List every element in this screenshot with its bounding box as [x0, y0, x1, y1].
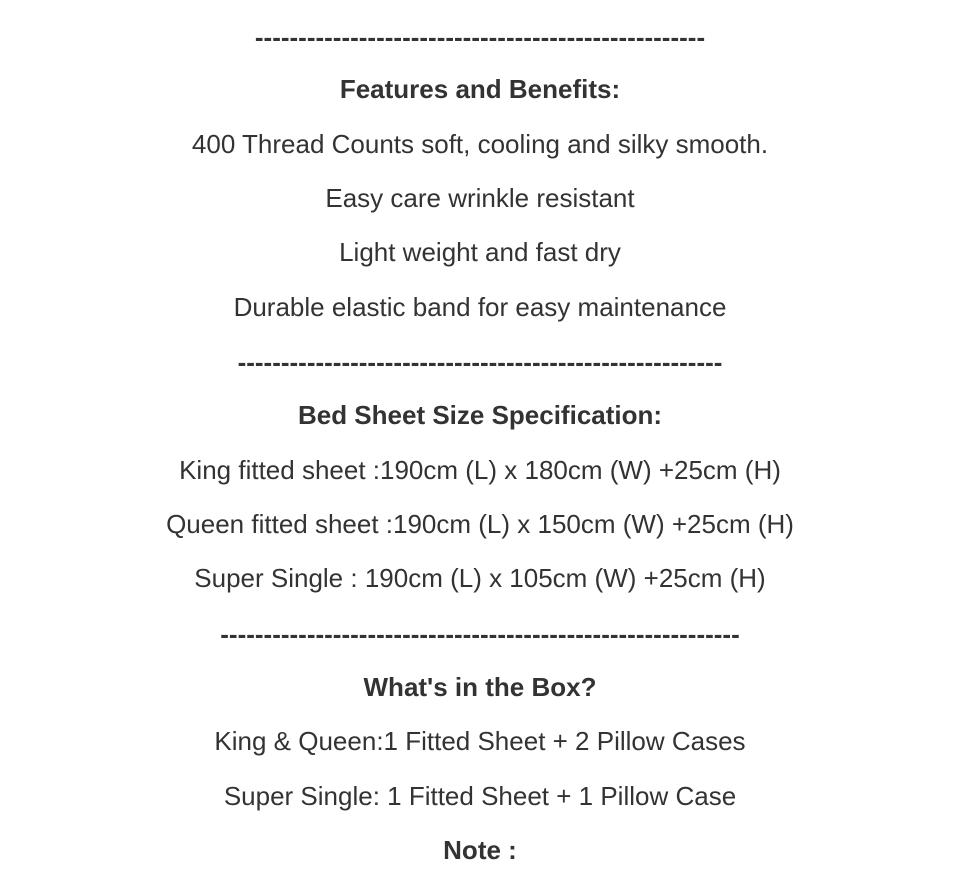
box-contents-heading: What's in the Box? [363, 672, 597, 702]
feature-item: 400 Thread Counts soft, cooling and silky smooth. [191, 129, 769, 159]
feature-item: Durable elastic band for easy maintenance [233, 292, 727, 322]
box-item: King & Queen:1 Fitted Sheet + 2 Pillow Cases [214, 726, 746, 756]
section-divider: -------------------------------------------------------- [237, 347, 723, 377]
size-spec-heading: Bed Sheet Size Specification: [297, 400, 663, 430]
size-item-queen: Queen fitted sheet :190cm (L) x 150cm (W) +25cm (H) [166, 509, 794, 539]
feature-item: Light weight and fast dry [339, 237, 621, 267]
section-divider: ---------------------------------------------------- [254, 22, 706, 52]
box-item: Super Single: 1 Fitted Sheet + 1 Pillow Case [223, 781, 737, 811]
feature-item: Easy care wrinkle resistant [325, 183, 635, 213]
size-item-king: King fitted sheet :190cm (L) x 180cm (W) +25cm (H) [179, 455, 781, 485]
features-heading: Features and Benefits: [339, 74, 621, 104]
section-divider: ------------------------------------------------------------ [220, 619, 740, 649]
size-item-super-single: Super Single : 190cm (L) x 105cm (W) +25cm (H) [194, 563, 766, 593]
note-heading: Note : [443, 835, 517, 865]
